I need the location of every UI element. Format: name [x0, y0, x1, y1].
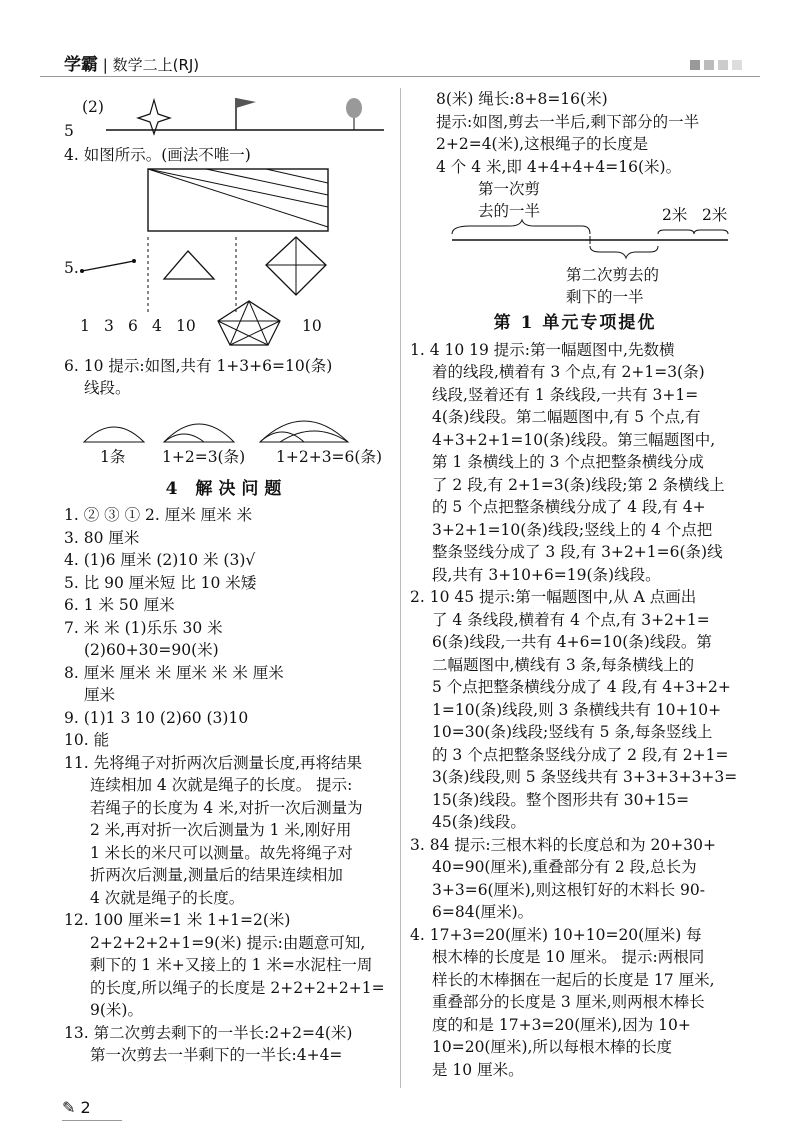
- answer-line: 1=10(条)线段,则 3 条横线共有 10+10+: [432, 700, 722, 719]
- answer-line: 45(条)线段。: [432, 813, 526, 831]
- answer-line: 9. (1)1 3 10 (2)60 (3)10: [64, 708, 249, 727]
- page-footer: [62, 1098, 91, 1117]
- q5-numbers: [64, 315, 389, 355]
- answer-line: 二幅题图中,横线有 3 条,每条横线上的: [432, 655, 695, 674]
- answer-line: 40=90(厘米),重叠部分有 2 段,总长为: [432, 858, 697, 876]
- answer-line: 10. 能: [64, 731, 110, 749]
- q5-num: 1: [80, 316, 90, 335]
- answer-line: 10=20(厘米),所以每根木棒的长度: [432, 1038, 672, 1056]
- header-square-icon: [718, 60, 728, 70]
- answer-line: 度的和是 17+3=20(厘米),因为 10+: [432, 1015, 691, 1034]
- answer-line: 5 个点把整条横线分成了 4 段,有 4+3+2+: [432, 678, 731, 696]
- answer-line: 2 米,再对折一次后测量为 1 米,刚好用: [90, 821, 352, 839]
- answer-line: 折两次后测量,测量后的结果连续相加: [90, 866, 343, 884]
- footer-rule: [62, 1120, 122, 1121]
- diagram-label: 2米: [702, 206, 728, 224]
- q5-num: 6: [128, 316, 138, 335]
- q3-2-label: (2): [82, 98, 104, 116]
- line-diagram: [64, 88, 389, 144]
- answer-line: 9(米)。: [90, 1001, 143, 1019]
- column-divider: [400, 88, 401, 1088]
- answer-line: 3. 84 提示:三根木料的长度总和为 20+30+: [410, 835, 716, 854]
- answer-line: 11. 先将绳子对折两次后测量长度,再将结果: [64, 753, 363, 772]
- answer-line: 8(米) 绳长:8+8=16(米): [436, 90, 608, 108]
- answer-line: 4 个 4 米,即 4+4+4+4=16(米)。: [436, 157, 682, 176]
- answer-line: 1. 4 10 19 提示:第一幅题图中,先数横: [410, 340, 675, 359]
- answer-line: 6=84(厘米)。: [432, 903, 534, 921]
- header-rule: [40, 76, 760, 77]
- answer-line: (2)60+30=90(米): [84, 641, 219, 659]
- answer-line: 第 1 条横线上的 3 个点把整条横线分成: [432, 453, 704, 471]
- answer-line: 6. 1 米 50 厘米: [64, 596, 175, 614]
- page-header: 学霸 | 数学二上(RJ): [64, 55, 200, 75]
- q6-text: 6. 10 提示:如图,共有 1+3+6=10(条): [64, 356, 333, 375]
- q4-text: 4. 如图所示。(画法不唯一): [64, 146, 251, 164]
- answer-line: 样长的木棒捆在一起后的长度是 17 厘米,: [432, 970, 715, 989]
- answer-line: 4+3+2+1=10(条)线段。第三幅题图中,: [432, 430, 716, 449]
- pencil-icon: ✎: [62, 1098, 76, 1117]
- diagram-label: 剩下的一半: [566, 288, 644, 306]
- answer-line: 了 2 段,有 2+1=3(条)线段;第 2 条横线上: [432, 475, 725, 494]
- q6-arcs: [64, 406, 389, 446]
- unit-title: 第 1 单元专项提优: [493, 313, 657, 333]
- answer-line: 的 3 个点把整条竖线分成了 2 段,有 2+1=: [432, 745, 729, 764]
- answer-line: 连续相加 4 次就是绳子的长度。 提示:: [90, 776, 353, 794]
- answer-line: 段,共有 3+10+6=19(条)线段。: [432, 565, 661, 584]
- answer-line: 15(条)线段。整个图形共有 30+15=: [432, 790, 690, 809]
- q3-2-five: 5: [64, 122, 74, 140]
- answer-line: 2. 10 45 提示:第一幅题图中,从 A 点画出: [410, 588, 697, 606]
- answer-line: 13. 第二次剪去剩下的一半长:2+2=4(米): [64, 1023, 353, 1042]
- header-square-icon: [704, 60, 714, 70]
- answer-line: 10=30(条)线段;竖线有 5 条,每条竖线上: [432, 723, 713, 741]
- answer-line: 是 10 厘米。: [432, 1060, 524, 1079]
- answer-line: 的长度,所以绳子的长度是 2+2+2+2+1=: [90, 978, 385, 997]
- answer-line: 1 米长的米尺可以测量。故先将绳子对: [90, 843, 353, 862]
- q5-label: 5.: [64, 258, 79, 277]
- q6-caption: 1+2+3=6(条): [276, 447, 383, 466]
- answer-line: 厘米: [84, 686, 116, 704]
- q5-num: 10: [176, 316, 196, 335]
- answer-line: 着的线段,横着有 3 个点,有 2+1=3(条): [432, 363, 705, 381]
- answer-line: 线段,竖着还有 1 条线段,一共有 3+1=: [432, 385, 699, 404]
- section-title: 4 解决问题: [165, 478, 288, 499]
- answer-line: 4(条)线段。第二幅题图中,有 5 个点,有: [432, 408, 701, 426]
- answer-line: 8. 厘米 厘米 米 厘米 米 米 厘米: [64, 663, 284, 682]
- pentagon-figure: [214, 299, 284, 349]
- answer-line: 4. 17+3=20(厘米) 10+10=20(厘米) 每: [410, 925, 702, 944]
- answer-line: 3(条)线段,则 5 条竖线共有 3+3+3+3+3=: [432, 768, 738, 786]
- q6-caption: 1+2=3(条): [162, 447, 246, 466]
- answer-line: 整条竖线分成了 3 段,有 3+2+1=6(条)线: [432, 543, 723, 561]
- right-column: [410, 88, 740, 1081]
- page-number: 2: [80, 1098, 91, 1117]
- answer-line: 的 5 个点把整条横线分成了 4 段,有 4+: [432, 498, 706, 516]
- q3-2-figure: [64, 88, 389, 144]
- q6-caption: 1条: [100, 447, 126, 466]
- rope-diagram: [410, 178, 740, 306]
- answer-line: 4 次就是绳子的长度。: [90, 888, 245, 907]
- header-square-icon: [690, 60, 700, 70]
- diagram-label: 去的一半: [478, 202, 541, 220]
- answer-line: 剩下的 1 米+又接上的 1 米=水泥柱一周: [90, 956, 373, 974]
- answer-line: 根木棒的长度是 10 厘米。 提示:两根同: [432, 948, 705, 966]
- diagram-label: 第一次剪: [478, 180, 541, 198]
- q5-num: 4: [152, 316, 162, 335]
- answer-line: 2+2=4(米),这根绳子的长度是: [436, 135, 649, 153]
- answer-line: 3+3=6(厘米),则这根钉好的木料长 90-: [432, 880, 705, 899]
- diagram-label: 第二次剪去的: [566, 266, 660, 284]
- star-icon: [138, 100, 170, 134]
- answer-line: 2+2+2+2+1=9(米) 提示:由题意可知,: [90, 933, 366, 952]
- balloon-icon: [346, 98, 362, 118]
- answer-line: 重叠部分的长度是 3 厘米,则两根木棒长: [432, 993, 705, 1011]
- brand-logo: 学霸: [64, 55, 98, 75]
- answer-line: 7. 米 米 (1)乐乐 30 米: [64, 618, 223, 637]
- answer-line: 1. ② ③ ① 2. 厘米 厘米 米: [64, 506, 253, 524]
- answer-line: 3+2+1=10(条)线段;竖线上的 4 个点把: [432, 520, 713, 539]
- answer-line: 12. 100 厘米=1 米 1+1=2(米): [64, 911, 291, 929]
- q5-num: 3: [104, 316, 114, 335]
- answer-line: 5. 比 90 厘米短 比 10 米矮: [64, 573, 257, 592]
- answer-line: 若绳子的长度为 4 米,对折一次后测量为: [90, 798, 363, 817]
- q5-num: 10: [302, 316, 322, 335]
- header-square-icon: [732, 60, 742, 70]
- diagram-label: 2米: [662, 206, 688, 224]
- q6-text-b: 线段。: [84, 379, 131, 397]
- answer-line: 提示:如图,剪去一半后,剩下部分的一半: [436, 112, 700, 131]
- answer-line: 4. (1)6 厘米 (2)10 米 (3)√: [64, 551, 256, 569]
- answer-line: 了 4 条线段,横着有 4 个点,有 3+2+1=: [432, 610, 710, 629]
- left-column: [64, 88, 389, 1067]
- answer-line: 第一次剪去一半剩下的一半长:4+4=: [90, 1046, 343, 1064]
- book-subject: 数学二上(RJ): [112, 56, 200, 74]
- q6-captions: [64, 446, 389, 472]
- answer-line: 6(条)线段,一共有 4+6=10(条)线段。第: [432, 633, 712, 651]
- answer-line: 3. 80 厘米: [64, 528, 140, 547]
